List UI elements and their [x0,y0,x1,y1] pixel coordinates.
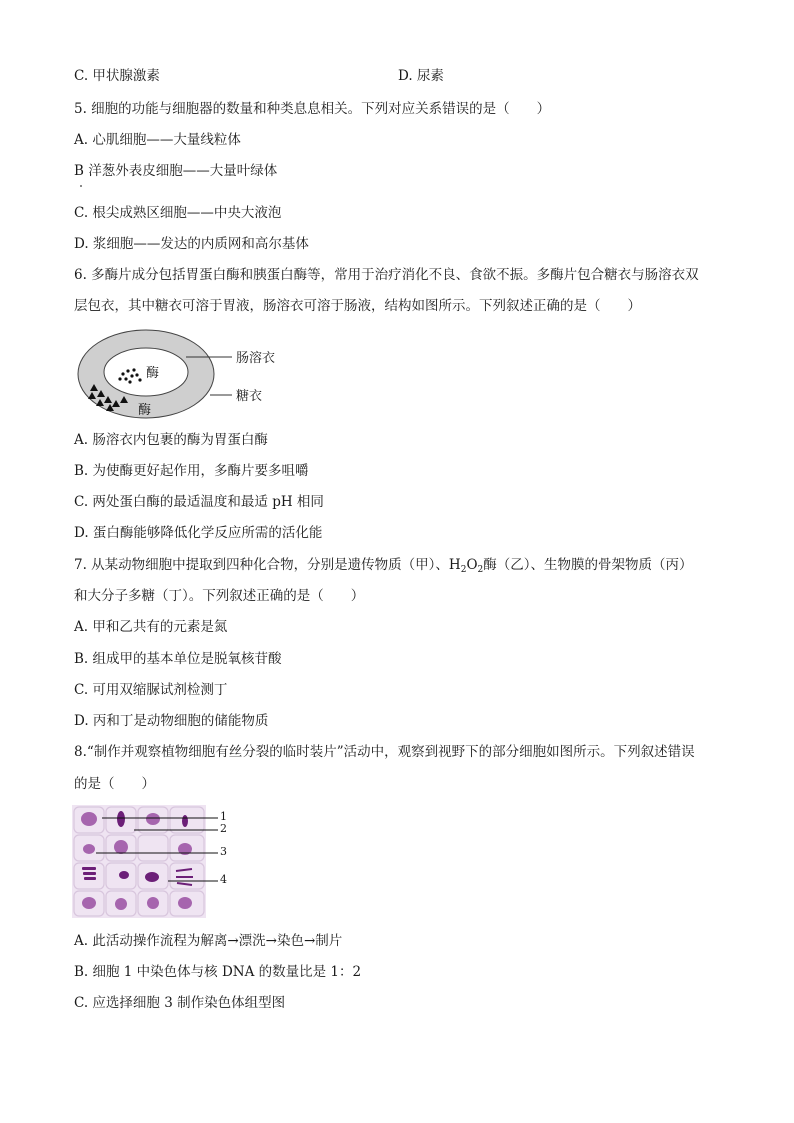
q6-option-c: C. 两处蛋白酶的最适温度和最适 pH 相同 [74,494,324,510]
q8-option-a: A. 此活动操作流程为解离→漂洗→染色→制片 [74,933,343,949]
cell-label-1: 1 [220,810,227,823]
cell-label-2: 2 [220,822,227,835]
cell-label-4: 4 [220,873,227,886]
stray-dot [80,185,82,187]
multi-enzyme-tablet-diagram [74,327,314,427]
q4-option-d: D. 尿素 [398,68,444,84]
tablet-cross-section-svg [74,327,314,427]
inner-enzyme-label: 酶 [146,366,160,381]
q6-stem-line1: 6. 多酶片成分包括胃蛋白酶和胰蛋白酶等，常用于治疗消化不良、食欲不振。多酶片包合糖衣与肠溶衣双 [74,267,699,283]
q6-option-d: D. 蛋白酶能够降低化学反应所需的活化能 [74,525,323,541]
q7-option-a: A. 甲和乙共有的元素是氮 [74,619,228,635]
q7-sub1: 2 [460,565,467,575]
q6-option-a: A. 肠溶衣内包裹的酶为胃蛋白酶 [74,432,268,448]
q8-stem-line1: 8.“制作并观察植物细胞有丝分裂的临时装片”活动中，观察到视野下的部分细胞如图所示。下列叙述错误 [74,744,695,760]
q7-oxygen: O [466,557,478,573]
q8-option-b: B. 细胞 1 中染色体与核 DNA 的数量比是 1：2 [74,964,362,980]
q7-sub2: 2 [477,565,484,575]
q6-option-b: B. 为使酶更好起作用，多酶片要多咀嚼 [74,463,309,479]
q7-stem-line2: 和大分子多糖（丁）。下列叙述正确的是（ ） [74,588,365,604]
q7-stem-line1 [74,556,693,579]
q8-stem-line2: 的是（ ） [74,776,155,792]
q6-stem-line2: 层包衣，其中糖衣可溶于胃液，肠溶衣可溶于肠液，结构如图所示。下列叙述正确的是（ ） [74,298,641,314]
q5-option-c: C. 根尖成熟区细胞——中央大液泡 [74,205,282,221]
enteric-coat-label: 肠溶衣 [236,351,276,366]
q4-option-c: C. 甲状腺激素 [74,68,160,84]
q7-option-b: B. 组成甲的基本单位是脱氧核苷酸 [74,651,282,667]
cell-label-3: 3 [220,845,227,858]
q5-stem: 5. 细胞的功能与细胞器的数量和种类息息相关。下列对应关系错误的是（ ） [74,101,551,117]
q5-option-a: A. 心肌细胞——大量线粒体 [74,132,241,148]
micrograph-leader-lines [72,805,232,920]
sugar-coat-label: 糖衣 [236,389,263,404]
q7-option-c: C. 可用双缩脲试剂检测丁 [74,682,228,698]
q8-option-c: C. 应选择细胞 3 制作染色体组型图 [74,995,286,1011]
q7-option-d: D. 丙和丁是动物细胞的储能物质 [74,713,269,729]
q7-stem-part2: 酶（乙）、生物膜的骨架物质（丙） [483,557,693,573]
q5-option-d: D. 浆细胞——发达的内质网和高尔基体 [74,236,309,252]
outer-enzyme-label: 酶 [138,403,152,418]
q7-stem-part1: 7. 从某动物细胞中提取到四种化合物，分别是遗传物质（甲）、H [74,557,461,573]
q5-option-b: B 洋葱外表皮细胞——大量叶绿体 [74,163,278,179]
mitosis-micrograph-figure [72,805,232,920]
